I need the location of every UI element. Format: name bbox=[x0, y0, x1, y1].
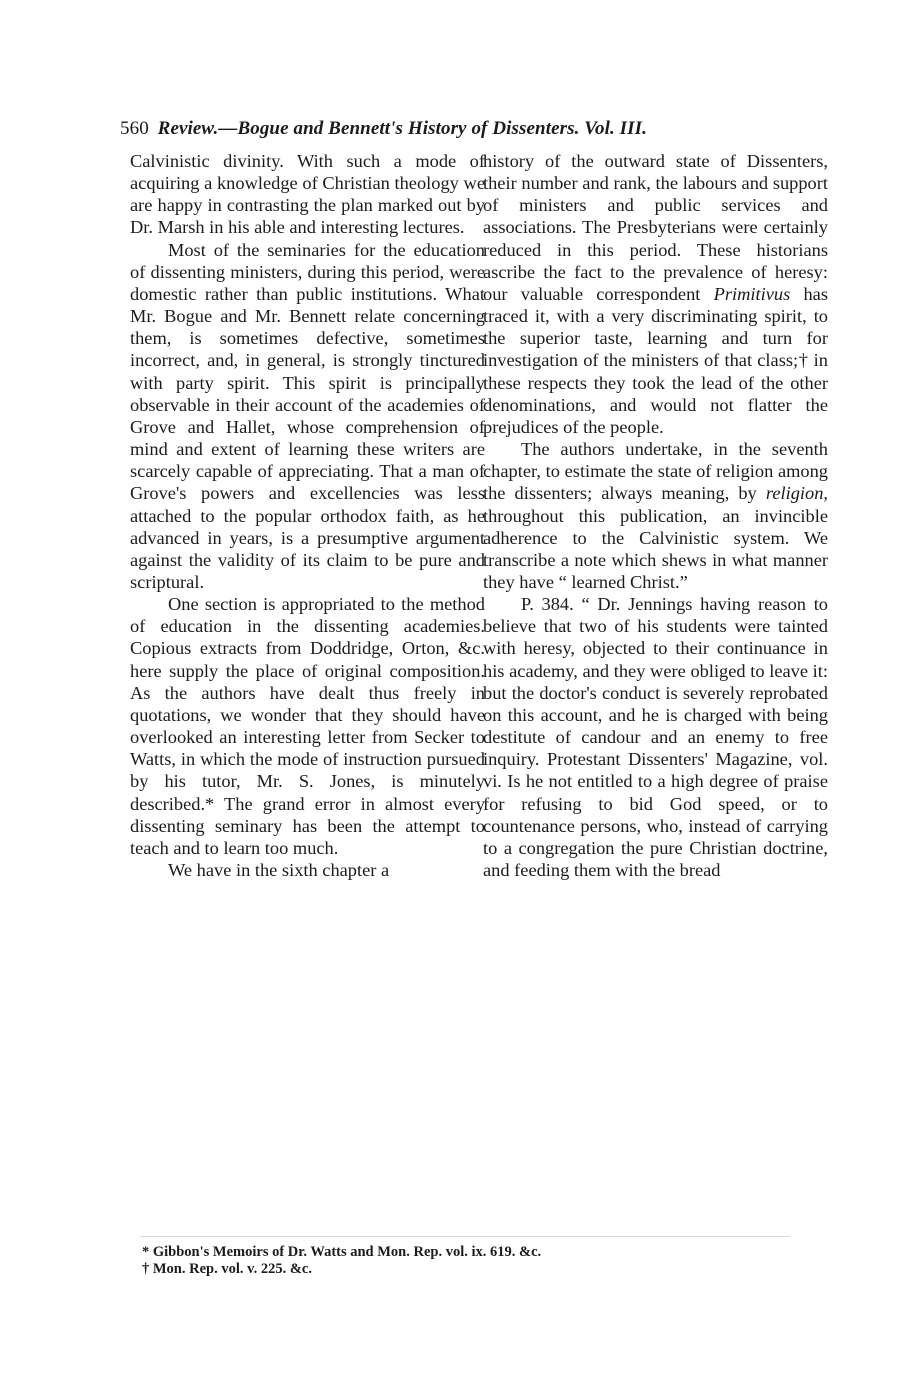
italic-primitivus: Primitivus bbox=[713, 283, 791, 304]
left-paragraph-3: One section is appropriated to the method of education in the dissenting academies. Copious extracts from Doddridge, Orton, &c. here supply the place of original composition. As the authors have dealt thus freely in quotations, we wonder that they should have overlooked an interesting letter from Secker to Watts, in which the mode of instruction pursued by his tutor, Mr. S. Jones, is minutely described.* The grand error in almost every dissenting seminary has been the attempt to teach and to learn too much. bbox=[130, 594, 485, 858]
right-column bbox=[483, 150, 828, 881]
left-column bbox=[130, 150, 485, 881]
running-head bbox=[120, 118, 800, 140]
left-paragraph-1: Calvinistic divinity. With such a mode of acquiring a knowledge of Christian theology we are happy in contrasting the plan marked out by Dr. Marsh in his able and interesting lectures. bbox=[130, 151, 485, 238]
footnote-2: † Mon. Rep. vol. v. 225. &c. bbox=[142, 1261, 312, 1277]
right-paragraph-1-text: history of the outward state of Dissenters, their number and rank, the labours and support of ministers and public services and associations. The Presbyterians were certainly reduced in this period. These historians ascribe the fact to the prevalence of heresy: our valuable correspondent bbox=[483, 151, 828, 304]
right-paragraph-3: P. 384. “ Dr. Jennings having reason to believe that two of his students were tainted with heresy, objected to their continuance in his academy, and they were obliged to leave it: but the doctor's conduct is severely reprobated on this account, and he is charged with being destitute of candour and an enemy to free inquiry. Protestant Dissenters' Magazine, vol. vi. Is he not entitled to a high degree of praise for refusing to bid God speed, or to countenance persons, who, instead of carrying to a congregation the pure Christian doctrine, and feeding them with the bread bbox=[483, 594, 828, 880]
right-paragraph-2 bbox=[483, 438, 828, 593]
right-paragraph-1 bbox=[483, 150, 828, 438]
right-paragraph-2-b: throughout this publication, an invincible adherence to the Calvinistic system. We transcribe a note which shews in what manner they have “ learned Christ.” bbox=[483, 505, 828, 592]
right-paragraph-2-a: The authors undertake, in the seventh chapter, to estimate the state of religion among the dissenters; always meaning, by bbox=[483, 439, 828, 504]
left-paragraph-4: We have in the sixth chapter a bbox=[168, 860, 390, 880]
footnotes bbox=[132, 1244, 812, 1278]
right-paragraph-1-rest: has traced it, with a very discriminating spirit, to the superior taste, learning and turn for investigation of the ministers of that class;† in these respects they took the lead of the other denominations, and would not flatter the prejudices of the people. bbox=[483, 283, 828, 437]
italic-religion: religion, bbox=[765, 483, 828, 504]
running-head-title: Review.—Bogue and Bennett's History of Dissenters. Vol. III. bbox=[157, 118, 647, 139]
page-number: 560 bbox=[120, 118, 149, 139]
left-paragraph-2: Most of the seminaries for the education of dissenting ministers, during this period, were domestic rather than public institutions. What Mr. Bogue and Mr. Bennett relate concerning them, is sometimes defective, sometimes incorrect, and, in general, is strongly tinctured with party spirit. This spirit is principally observable in their account of the academies of Grove and Hallet, whose comprehension of mind and extent of learning these writers are scarcely capable of appreciating. That a man of Grove's powers and excellencies was less attached to the popular orthodox faith, as he advanced in years, is a presumptive argument against the validity of its claim to be pure and scriptural. bbox=[130, 239, 485, 592]
bleed-through-line bbox=[140, 1236, 790, 1237]
footnote-1: * Gibbon's Memoirs of Dr. Watts and Mon. Rep. vol. ix. 619. &c. bbox=[142, 1244, 542, 1260]
